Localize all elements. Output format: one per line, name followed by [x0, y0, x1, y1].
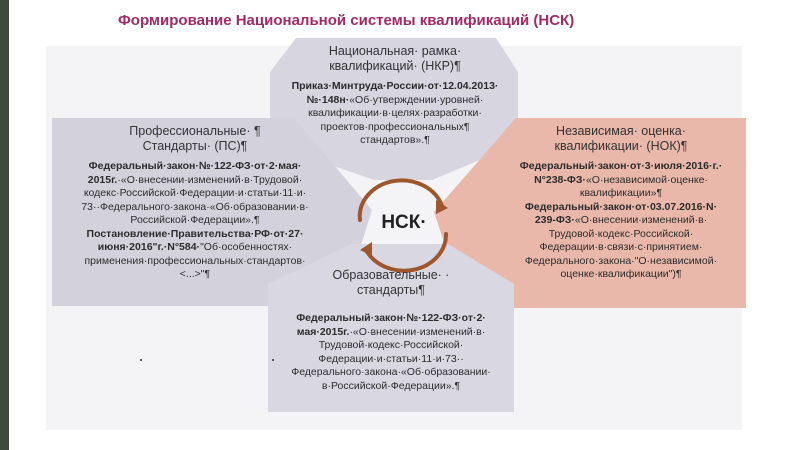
- block-nok-text-line: Федерального·закона·"О·независимой·: [524, 254, 718, 267]
- block-nok-body: [496, 160, 746, 282]
- block-ps-decree-text: "Об·особенностях·: [200, 241, 293, 253]
- block-ps-law-year: 2015г.: [87, 173, 118, 186]
- stray-mark: [272, 359, 274, 361]
- block-os-law-text: ·«О·внесении·изменений·в·: [349, 325, 486, 338]
- block-os-heading-line: стандарты¶: [356, 283, 426, 297]
- block-nkr-text-line: стандартов».¶: [360, 134, 430, 146]
- block-ps-decree-line: [56, 241, 334, 255]
- block-os-law-date: мая·2015г.: [296, 325, 350, 338]
- block-os-text-line: Федерального·закона·«Об·образовании·: [291, 366, 491, 378]
- block-nok-law-line: Федеральный·закон·от·3·июля·2016·г.·: [519, 160, 723, 172]
- block-nok-text-line: Трудовой·кодекс·Российской·: [548, 227, 694, 240]
- block-ps-decree-number: июня·2016"г.·N°584·: [97, 241, 201, 253]
- block-os: [268, 268, 514, 393]
- block-os-text-line: Федерации·и·статьи·11·и·73··: [318, 352, 464, 365]
- block-nok-law2-text: «О·внесении·изменений·в·: [574, 214, 708, 226]
- block-nok-heading: [496, 124, 746, 154]
- block-os-law-line: Федеральный·закон·№·122-ФЗ·от·2·: [296, 312, 486, 324]
- block-nok-law-number: N°238-ФЗ·: [534, 173, 586, 186]
- block-nok-law2-number: 239-ФЗ·: [534, 214, 575, 226]
- block-nok-law-line: [496, 174, 746, 188]
- block-nok-law-text: «О·независимой·оценке·: [585, 173, 708, 186]
- block-ps-law-text: ·«О·внесении·изменений·в·Трудовой·: [117, 173, 303, 186]
- block-nkr-heading: [272, 44, 518, 74]
- block-ps-text-line: 73··Федерального·закона·«Об·образовании·в·: [81, 200, 309, 213]
- block-nkr-law-number: №·148н·: [306, 93, 350, 106]
- block-os-heading-line: Образовательные· ·: [332, 268, 450, 282]
- block-ps-body: [56, 160, 334, 282]
- block-ps: [56, 124, 334, 282]
- block-ps-text-line: кодекс·Российской·Федерации·и·статьи·11·и·: [83, 187, 307, 199]
- block-nok-law2-line: [496, 214, 746, 228]
- stray-mark: [140, 359, 142, 361]
- block-os-law-line: [268, 326, 514, 340]
- block-nok-heading-line: Независимая· оценка·: [556, 124, 686, 138]
- block-nok-text-line: Федерации·в·связи·с·принятием·: [539, 241, 703, 253]
- block-ps-text-line: Российской·Федерации».¶: [130, 214, 260, 226]
- block-nok-heading-line: квалификации· (НОК)¶: [554, 139, 688, 153]
- block-ps-heading-line: Профессиональные· ¶: [129, 124, 261, 138]
- block-ps-decree-line: Постановление·Правительства·РФ·от·27·: [86, 227, 304, 240]
- block-ps-text-line: применения·профессиональных·стандартов·: [84, 254, 306, 267]
- block-nkr-law-line: Приказ·Минтруда·России·от·12.04.2013·: [291, 80, 499, 92]
- block-nkr-law-line: [272, 94, 518, 108]
- block-nkr-heading-line: Национальная· рамка·: [328, 44, 462, 58]
- block-nok: [496, 124, 746, 282]
- block-ps-law-line: [56, 174, 334, 188]
- block-ps-heading-line: Стандарты· (ПС)¶: [142, 139, 248, 153]
- block-os-text-line: в·Российской·Федерации».¶: [321, 379, 461, 392]
- block-nok-text-line: квалификации»¶: [579, 187, 663, 199]
- block-os-body: [268, 312, 514, 393]
- block-os-text-line: Трудовой·кодекс·Российской·: [318, 339, 464, 351]
- slide-title: Формирование Национальной системы квалификаций (НСК): [118, 12, 575, 29]
- block-nok-text-line: оценке·квалификации")¶: [560, 268, 682, 280]
- block-os-heading: [268, 268, 514, 298]
- center-label-nsk: НСК·: [381, 212, 427, 233]
- block-nok-law2-line: Федеральный·закон·от·03.07.2016·N·: [524, 200, 718, 213]
- block-nkr-text-line: проектов·профессиональных¶: [320, 120, 470, 133]
- block-nkr-text-line: квалификации·в·целях·разработки·: [308, 107, 482, 119]
- block-ps-law-line: Федеральный·закон·№·122-ФЗ·от·2·мая·: [88, 160, 302, 172]
- block-nkr-law-text: «Об·утверждении·уровней·: [349, 93, 484, 106]
- block-ps-text-line: <...>"¶: [179, 268, 211, 280]
- block-nkr-heading-line: квалификаций· (НКР)¶: [329, 59, 461, 73]
- block-ps-heading: [56, 124, 334, 154]
